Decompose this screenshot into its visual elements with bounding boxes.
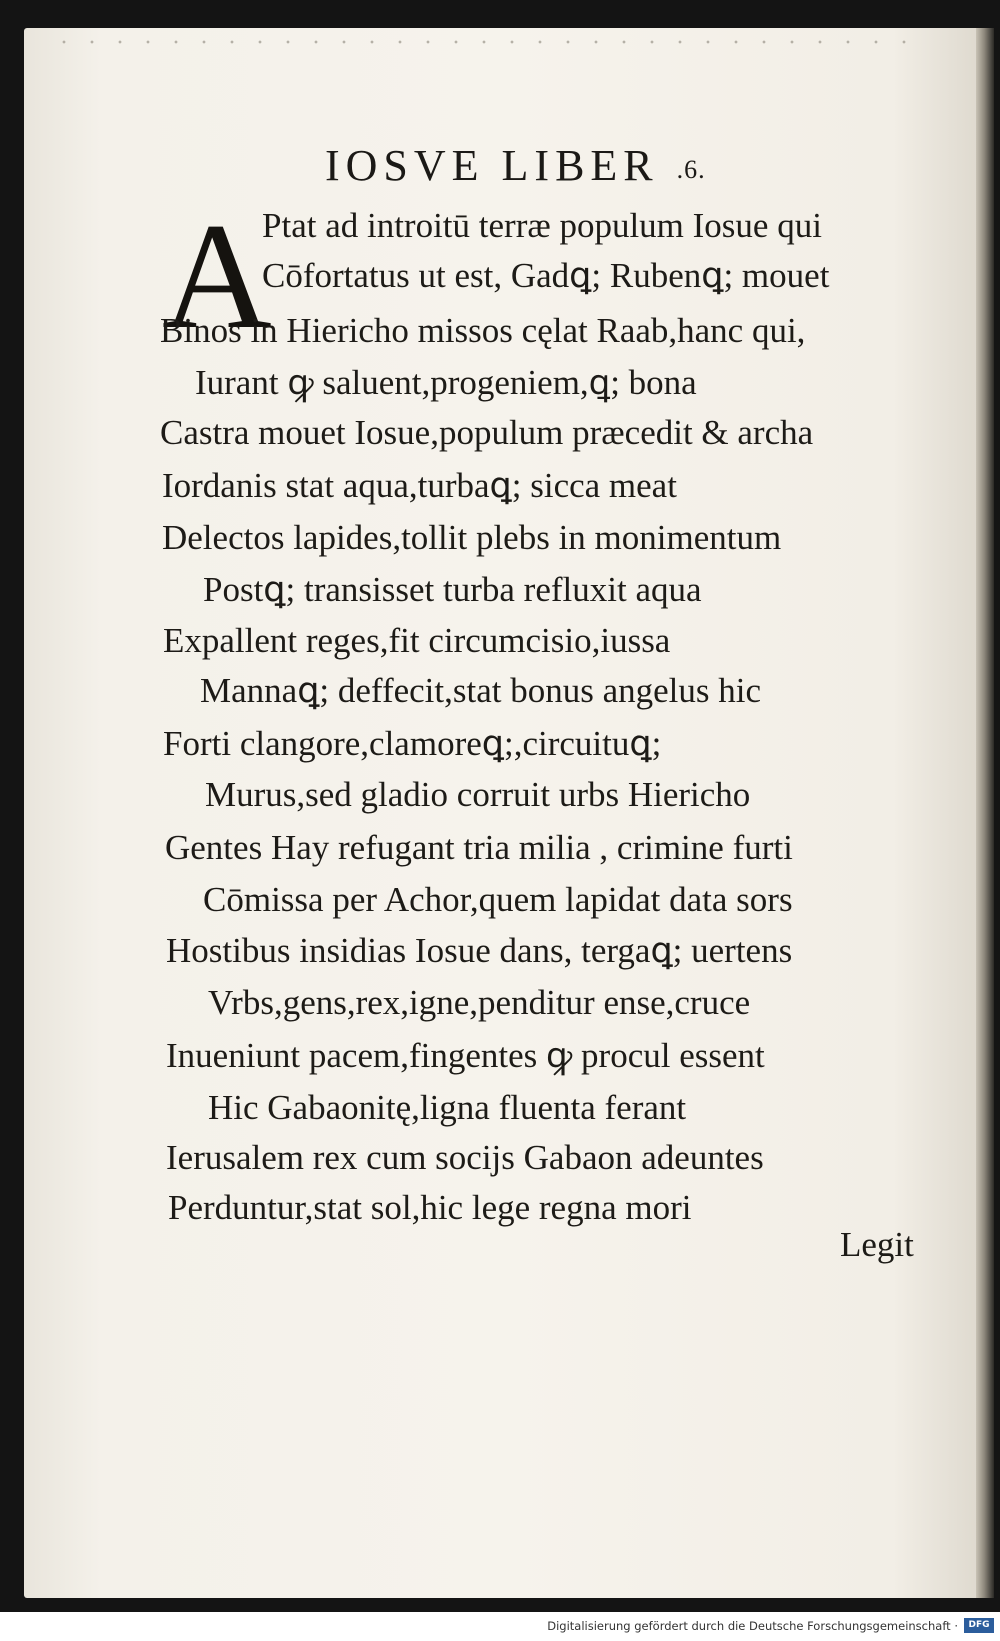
funding-credit: Digitalisierung gefördert durch die Deutsche Forschungsgemeinschaft ·	[547, 1619, 958, 1633]
verse-line: Gentes Hay refugant tria milia , crimine furti	[165, 828, 793, 867]
verse-line: Inueniunt pacem,fingentes ꝙ procul essent	[166, 1036, 765, 1075]
verse-line: Delectos lapides,tollit plebs in monimentum	[162, 518, 782, 557]
verse-line: Forti clangore,clamoreꝗ;,circuituꝗ;	[163, 724, 662, 763]
verse-line: Castra mouet Iosue,populum præcedit & archa	[160, 413, 814, 452]
footer-bar	[0, 1612, 1000, 1641]
verse-line: Cōfortatus ut est, Gadꝗ; Rubenꝗ; mouet	[262, 256, 830, 295]
verse-line: Iordanis stat aqua,turbaꝗ; sicca meat	[162, 466, 677, 505]
verse-line: Ierusalem rex cum socijs Gabaon adeuntes	[166, 1138, 764, 1177]
page-top-marks	[50, 40, 930, 44]
dfg-logo: DFG	[964, 1618, 994, 1633]
verse-line: Ptat ad introitū terræ populum Iosue qui	[262, 206, 822, 245]
drop-capital: A	[162, 192, 272, 360]
verse-line: Cōmissa per Achor,quem lapidat data sors	[203, 880, 793, 919]
verse-line: Binos in Hiericho missos cęlat Raab,hanc qui,	[160, 311, 806, 350]
header-title: IOSVE LIBER	[325, 141, 659, 190]
verse-line: Hostibus insidias Iosue dans, tergaꝗ; uertens	[166, 931, 793, 970]
verse-line: Vrbs,gens,rex,igne,penditur ense,cruce	[208, 983, 751, 1022]
page-edge	[976, 28, 994, 1598]
folio-number: .6.	[676, 154, 706, 184]
verse-line: Expallent reges,fit circumcisio,iussa	[163, 621, 671, 660]
verse-line: Hic Gabaonitę,ligna fluenta ferant	[208, 1088, 687, 1127]
verse-line: Mannaꝗ; deffecit,stat bonus angelus hic	[200, 671, 762, 710]
verse-line: Murus,sed gladio corruit urbs Hiericho	[205, 775, 751, 814]
verse-line: Iurant ꝙ saluent,progeniem,ꝗ; bona	[195, 363, 697, 402]
running-header	[325, 140, 706, 191]
verse-line: Perduntur,stat sol,hic lege regna mori	[168, 1188, 692, 1227]
verse-line: Postꝗ; transisset turba refluxit aqua	[203, 570, 702, 609]
catchword: Legit	[840, 1225, 914, 1264]
